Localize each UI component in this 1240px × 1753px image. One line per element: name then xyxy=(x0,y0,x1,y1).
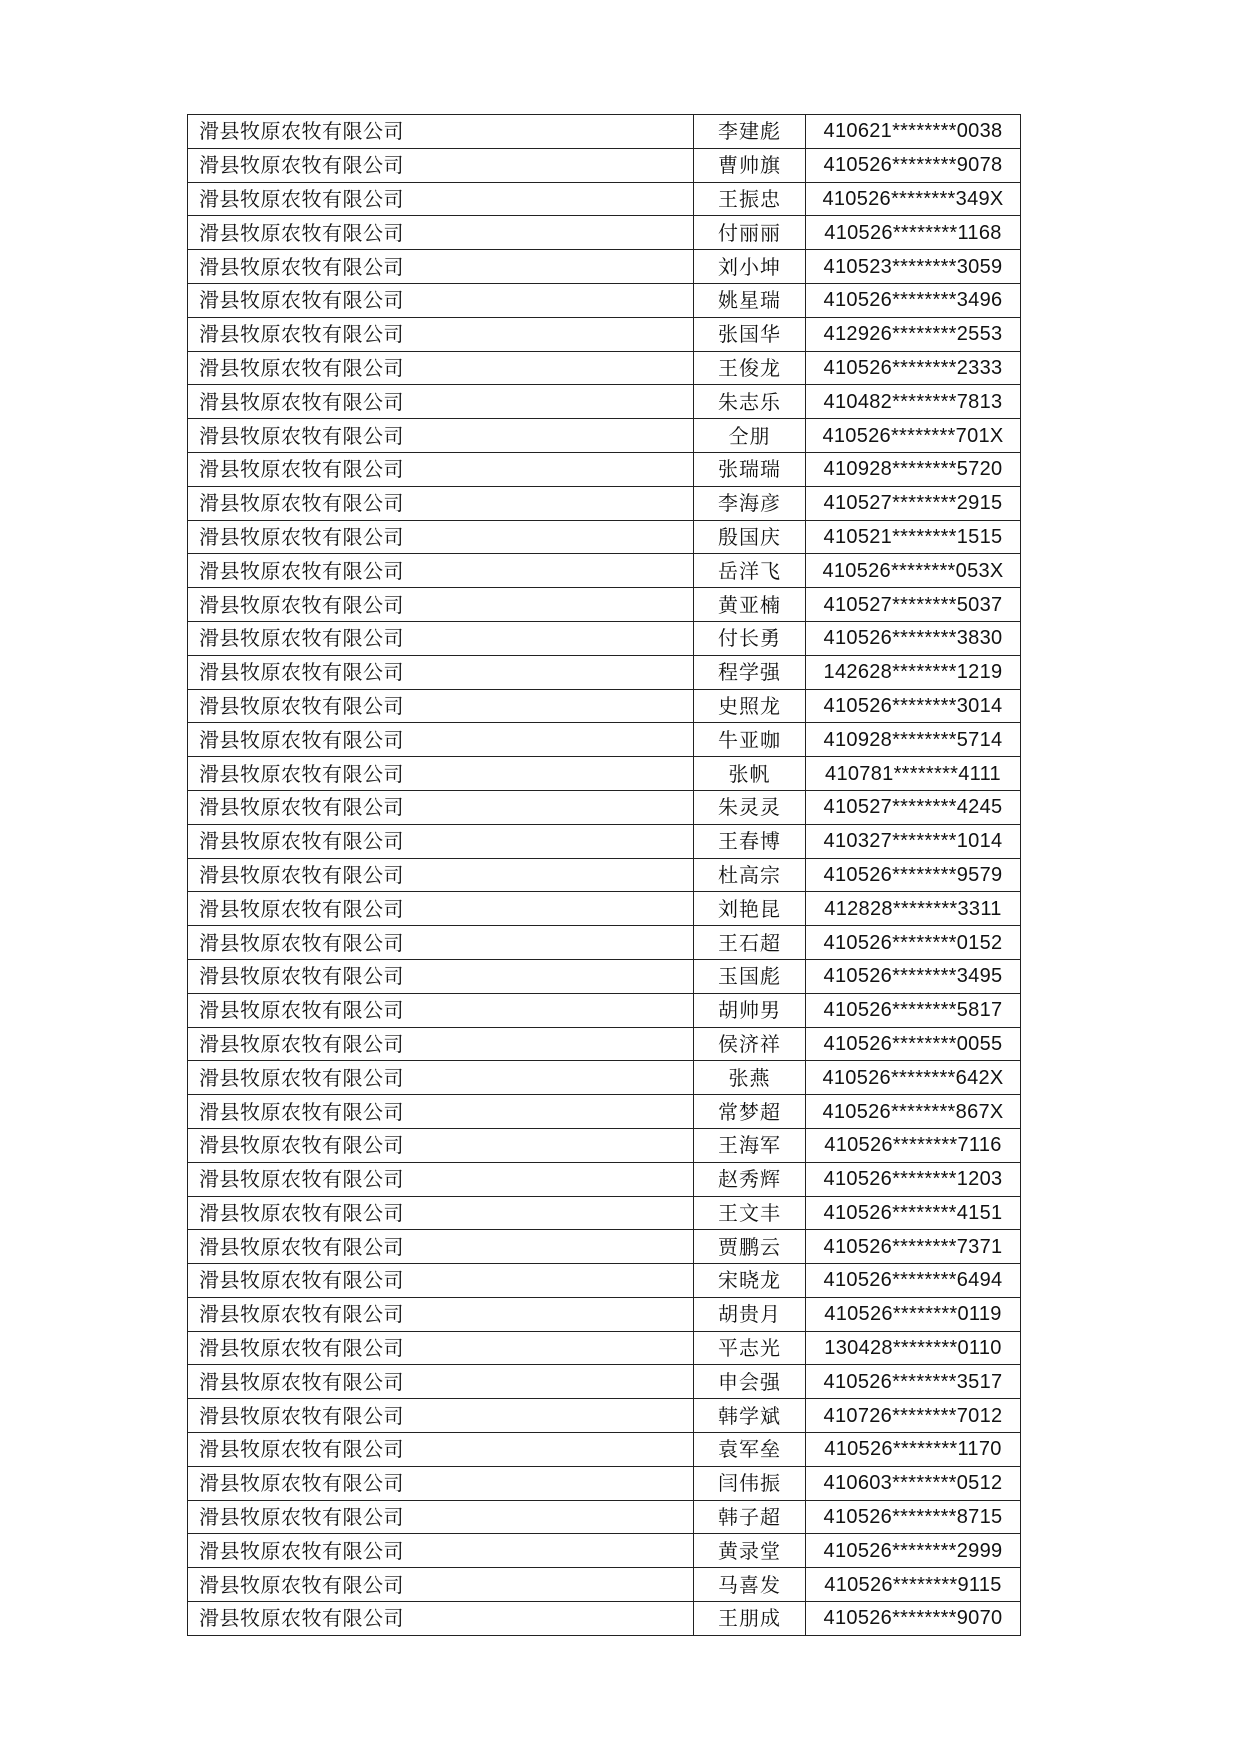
table-row xyxy=(188,993,1021,1027)
id-number-cell: 410526********053X xyxy=(806,554,1021,588)
id-number-cell: 412926********2553 xyxy=(806,317,1021,351)
person-name-cell: 付丽丽 xyxy=(694,216,806,250)
person-name-cell: 李海彦 xyxy=(694,486,806,520)
personnel-table xyxy=(187,114,1021,1636)
table-row xyxy=(188,1061,1021,1095)
company-cell: 滑县牧原农牧有限公司 xyxy=(188,1399,694,1433)
table-row xyxy=(188,1534,1021,1568)
table-row xyxy=(188,1331,1021,1365)
document-page xyxy=(187,114,1020,1636)
id-number-cell: 410526********3496 xyxy=(806,283,1021,317)
company-cell: 滑县牧原农牧有限公司 xyxy=(188,1331,694,1365)
id-number-cell: 410928********5720 xyxy=(806,452,1021,486)
company-cell: 滑县牧原农牧有限公司 xyxy=(188,1365,694,1399)
person-name-cell: 牛亚咖 xyxy=(694,723,806,757)
person-name-cell: 张瑞瑞 xyxy=(694,452,806,486)
person-name-cell: 闫伟振 xyxy=(694,1466,806,1500)
table-row xyxy=(188,824,1021,858)
table-row xyxy=(188,1433,1021,1467)
id-number-cell: 410526********3495 xyxy=(806,959,1021,993)
person-name-cell: 申会强 xyxy=(694,1365,806,1399)
id-number-cell: 410527********5037 xyxy=(806,588,1021,622)
person-name-cell: 付长勇 xyxy=(694,621,806,655)
table-row xyxy=(188,959,1021,993)
company-cell: 滑县牧原农牧有限公司 xyxy=(188,1264,694,1298)
person-name-cell: 王朋成 xyxy=(694,1602,806,1636)
id-number-cell: 410526********1203 xyxy=(806,1162,1021,1196)
id-number-cell: 410526********349X xyxy=(806,182,1021,216)
table-row xyxy=(188,926,1021,960)
id-number-cell: 410526********6494 xyxy=(806,1264,1021,1298)
table-row xyxy=(188,1230,1021,1264)
id-number-cell: 410526********3014 xyxy=(806,689,1021,723)
person-name-cell: 殷国庆 xyxy=(694,520,806,554)
table-row xyxy=(188,1162,1021,1196)
id-number-cell: 410526********2999 xyxy=(806,1534,1021,1568)
company-cell: 滑县牧原农牧有限公司 xyxy=(188,486,694,520)
person-name-cell: 王文丰 xyxy=(694,1196,806,1230)
company-cell: 滑县牧原农牧有限公司 xyxy=(188,993,694,1027)
company-cell: 滑县牧原农牧有限公司 xyxy=(188,588,694,622)
company-cell: 滑县牧原农牧有限公司 xyxy=(188,621,694,655)
company-cell: 滑县牧原农牧有限公司 xyxy=(188,554,694,588)
id-number-cell: 410526********9115 xyxy=(806,1568,1021,1602)
company-cell: 滑县牧原农牧有限公司 xyxy=(188,1500,694,1534)
id-number-cell: 142628********1219 xyxy=(806,655,1021,689)
id-number-cell: 410526********642X xyxy=(806,1061,1021,1095)
id-number-cell: 410521********1515 xyxy=(806,520,1021,554)
company-cell: 滑县牧原农牧有限公司 xyxy=(188,1061,694,1095)
person-name-cell: 黄录堂 xyxy=(694,1534,806,1568)
person-name-cell: 曹帅旗 xyxy=(694,148,806,182)
person-name-cell: 王海军 xyxy=(694,1128,806,1162)
person-name-cell: 岳洋飞 xyxy=(694,554,806,588)
id-number-cell: 410526********1168 xyxy=(806,216,1021,250)
table-row xyxy=(188,1399,1021,1433)
id-number-cell: 410526********4151 xyxy=(806,1196,1021,1230)
id-number-cell: 410928********5714 xyxy=(806,723,1021,757)
person-name-cell: 王振忠 xyxy=(694,182,806,216)
person-name-cell: 胡帅男 xyxy=(694,993,806,1027)
table-row xyxy=(188,1602,1021,1636)
company-cell: 滑县牧原农牧有限公司 xyxy=(188,757,694,791)
person-name-cell: 马喜发 xyxy=(694,1568,806,1602)
id-number-cell: 410526********3517 xyxy=(806,1365,1021,1399)
table-row xyxy=(188,723,1021,757)
company-cell: 滑县牧原农牧有限公司 xyxy=(188,115,694,149)
table-row xyxy=(188,148,1021,182)
table-row xyxy=(188,1095,1021,1129)
table-row xyxy=(188,351,1021,385)
person-name-cell: 王石超 xyxy=(694,926,806,960)
table-row xyxy=(188,1196,1021,1230)
id-number-cell: 410526********0055 xyxy=(806,1027,1021,1061)
person-name-cell: 赵秀辉 xyxy=(694,1162,806,1196)
table-row xyxy=(188,182,1021,216)
table-row xyxy=(188,452,1021,486)
table-row xyxy=(188,216,1021,250)
id-number-cell: 410526********8715 xyxy=(806,1500,1021,1534)
table-row xyxy=(188,1466,1021,1500)
company-cell: 滑县牧原农牧有限公司 xyxy=(188,723,694,757)
person-name-cell: 胡贵月 xyxy=(694,1297,806,1331)
table-row xyxy=(188,283,1021,317)
id-number-cell: 410526********7371 xyxy=(806,1230,1021,1264)
person-name-cell: 韩子超 xyxy=(694,1500,806,1534)
company-cell: 滑县牧原农牧有限公司 xyxy=(188,452,694,486)
table-row xyxy=(188,1568,1021,1602)
person-name-cell: 刘艳昆 xyxy=(694,892,806,926)
company-cell: 滑县牧原农牧有限公司 xyxy=(188,1534,694,1568)
person-name-cell: 程学强 xyxy=(694,655,806,689)
id-number-cell: 410482********7813 xyxy=(806,385,1021,419)
company-cell: 滑县牧原农牧有限公司 xyxy=(188,351,694,385)
table-row xyxy=(188,1500,1021,1534)
id-number-cell: 410523********3059 xyxy=(806,250,1021,284)
id-number-cell: 410526********0119 xyxy=(806,1297,1021,1331)
company-cell: 滑县牧原农牧有限公司 xyxy=(188,1095,694,1129)
person-name-cell: 史照龙 xyxy=(694,689,806,723)
table-row xyxy=(188,1297,1021,1331)
id-number-cell: 410526********867X xyxy=(806,1095,1021,1129)
id-number-cell: 410526********7116 xyxy=(806,1128,1021,1162)
person-name-cell: 刘小坤 xyxy=(694,250,806,284)
person-name-cell: 李建彪 xyxy=(694,115,806,149)
company-cell: 滑县牧原农牧有限公司 xyxy=(188,1466,694,1500)
id-number-cell: 410603********0512 xyxy=(806,1466,1021,1500)
person-name-cell: 张燕 xyxy=(694,1061,806,1095)
company-cell: 滑县牧原农牧有限公司 xyxy=(188,385,694,419)
company-cell: 滑县牧原农牧有限公司 xyxy=(188,216,694,250)
table-row xyxy=(188,858,1021,892)
company-cell: 滑县牧原农牧有限公司 xyxy=(188,1297,694,1331)
id-number-cell: 410527********2915 xyxy=(806,486,1021,520)
table-row xyxy=(188,1264,1021,1298)
company-cell: 滑县牧原农牧有限公司 xyxy=(188,1433,694,1467)
table-row xyxy=(188,486,1021,520)
company-cell: 滑县牧原农牧有限公司 xyxy=(188,182,694,216)
company-cell: 滑县牧原农牧有限公司 xyxy=(188,790,694,824)
person-name-cell: 杜高宗 xyxy=(694,858,806,892)
table-row xyxy=(188,317,1021,351)
person-name-cell: 仝朋 xyxy=(694,419,806,453)
company-cell: 滑县牧原农牧有限公司 xyxy=(188,1128,694,1162)
company-cell: 滑县牧原农牧有限公司 xyxy=(188,1230,694,1264)
table-row xyxy=(188,385,1021,419)
person-name-cell: 韩学斌 xyxy=(694,1399,806,1433)
table-row xyxy=(188,115,1021,149)
table-row xyxy=(188,1027,1021,1061)
company-cell: 滑县牧原农牧有限公司 xyxy=(188,317,694,351)
id-number-cell: 410526********701X xyxy=(806,419,1021,453)
person-name-cell: 玉国彪 xyxy=(694,959,806,993)
id-number-cell: 410526********0152 xyxy=(806,926,1021,960)
person-name-cell: 朱志乐 xyxy=(694,385,806,419)
person-name-cell: 王俊龙 xyxy=(694,351,806,385)
table-row xyxy=(188,419,1021,453)
id-number-cell: 410526********9070 xyxy=(806,1602,1021,1636)
table-row xyxy=(188,655,1021,689)
table-row xyxy=(188,1128,1021,1162)
company-cell: 滑县牧原农牧有限公司 xyxy=(188,520,694,554)
company-cell: 滑县牧原农牧有限公司 xyxy=(188,1568,694,1602)
person-name-cell: 平志光 xyxy=(694,1331,806,1365)
table-row xyxy=(188,588,1021,622)
table-row xyxy=(188,1365,1021,1399)
id-number-cell: 410526********3830 xyxy=(806,621,1021,655)
company-cell: 滑县牧原农牧有限公司 xyxy=(188,858,694,892)
company-cell: 滑县牧原农牧有限公司 xyxy=(188,148,694,182)
company-cell: 滑县牧原农牧有限公司 xyxy=(188,1027,694,1061)
company-cell: 滑县牧原农牧有限公司 xyxy=(188,926,694,960)
personnel-table-body xyxy=(188,115,1021,1636)
table-row xyxy=(188,621,1021,655)
company-cell: 滑县牧原农牧有限公司 xyxy=(188,892,694,926)
person-name-cell: 贾鹏云 xyxy=(694,1230,806,1264)
id-number-cell: 410726********7012 xyxy=(806,1399,1021,1433)
company-cell: 滑县牧原农牧有限公司 xyxy=(188,655,694,689)
id-number-cell: 410526********1170 xyxy=(806,1433,1021,1467)
id-number-cell: 410781********4111 xyxy=(806,757,1021,791)
person-name-cell: 张国华 xyxy=(694,317,806,351)
id-number-cell: 412828********3311 xyxy=(806,892,1021,926)
company-cell: 滑县牧原农牧有限公司 xyxy=(188,959,694,993)
company-cell: 滑县牧原农牧有限公司 xyxy=(188,689,694,723)
id-number-cell: 130428********0110 xyxy=(806,1331,1021,1365)
id-number-cell: 410327********1014 xyxy=(806,824,1021,858)
company-cell: 滑县牧原农牧有限公司 xyxy=(188,250,694,284)
person-name-cell: 侯济祥 xyxy=(694,1027,806,1061)
table-row xyxy=(188,554,1021,588)
id-number-cell: 410526********9579 xyxy=(806,858,1021,892)
id-number-cell: 410526********2333 xyxy=(806,351,1021,385)
company-cell: 滑县牧原农牧有限公司 xyxy=(188,1602,694,1636)
company-cell: 滑县牧原农牧有限公司 xyxy=(188,419,694,453)
person-name-cell: 王春博 xyxy=(694,824,806,858)
person-name-cell: 宋晓龙 xyxy=(694,1264,806,1298)
table-row xyxy=(188,757,1021,791)
table-row xyxy=(188,250,1021,284)
person-name-cell: 朱灵灵 xyxy=(694,790,806,824)
id-number-cell: 410526********5817 xyxy=(806,993,1021,1027)
company-cell: 滑县牧原农牧有限公司 xyxy=(188,1196,694,1230)
id-number-cell: 410526********9078 xyxy=(806,148,1021,182)
table-row xyxy=(188,790,1021,824)
person-name-cell: 姚星瑞 xyxy=(694,283,806,317)
company-cell: 滑县牧原农牧有限公司 xyxy=(188,283,694,317)
id-number-cell: 410621********0038 xyxy=(806,115,1021,149)
table-row xyxy=(188,689,1021,723)
person-name-cell: 张帆 xyxy=(694,757,806,791)
person-name-cell: 常梦超 xyxy=(694,1095,806,1129)
company-cell: 滑县牧原农牧有限公司 xyxy=(188,824,694,858)
person-name-cell: 袁军垒 xyxy=(694,1433,806,1467)
company-cell: 滑县牧原农牧有限公司 xyxy=(188,1162,694,1196)
person-name-cell: 黄亚楠 xyxy=(694,588,806,622)
table-row xyxy=(188,520,1021,554)
table-row xyxy=(188,892,1021,926)
id-number-cell: 410527********4245 xyxy=(806,790,1021,824)
